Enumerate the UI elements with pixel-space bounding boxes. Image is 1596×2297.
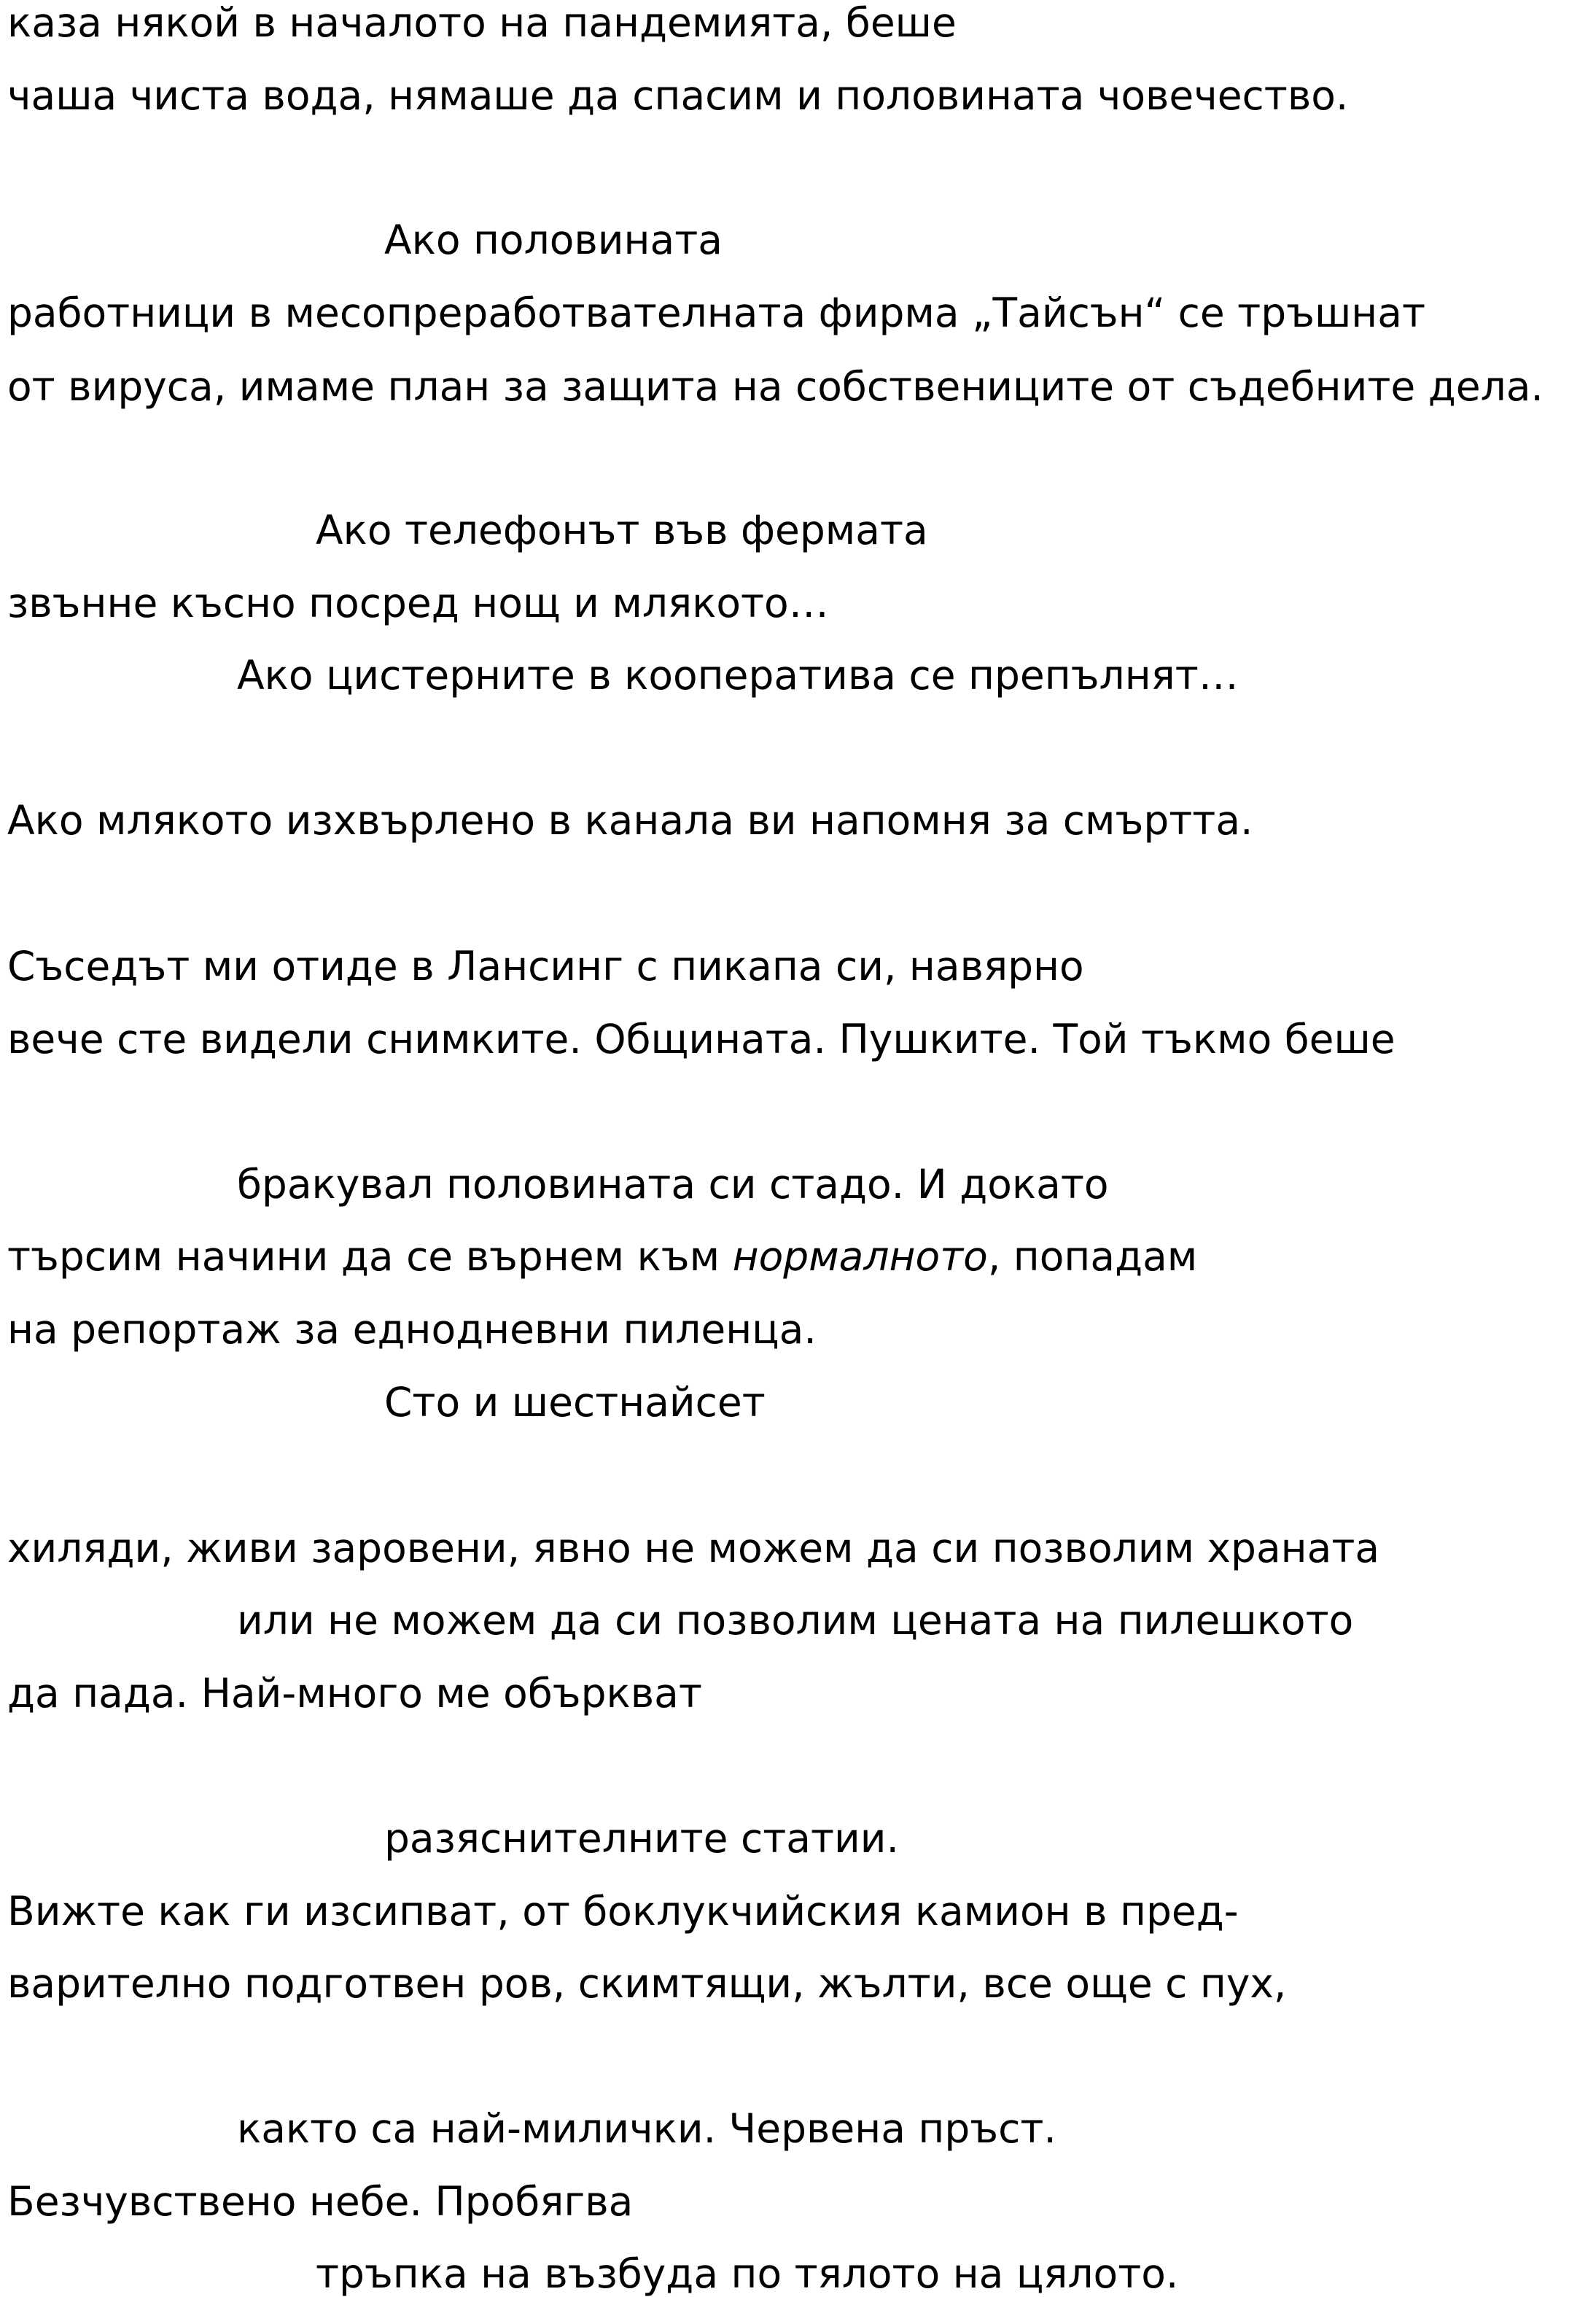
poem-line-21: варително подготвен ров, скимтящи, жълти, все още с пух,: [7, 1960, 1287, 2007]
poem-line-7: звънне късно посред нощ и млякото…: [7, 580, 829, 626]
poem-line-9: Ако млякото изхвърлено в канала ви напомня за смъртта.: [7, 797, 1253, 844]
poem-line-14: на репортаж за еднодневни пиленца.: [7, 1306, 817, 1353]
poem-line-15: Сто и шестнайсет: [384, 1379, 766, 1426]
poem-line-11: вече сте видели снимките. Общината. Пушките. Той тъкмо беше: [7, 1016, 1395, 1062]
poem-line-19: разяснителните статии.: [384, 1815, 899, 1862]
poem-line-4: работници в месопреработвателната фирма „Тайсън“ се тръшнат: [7, 289, 1426, 336]
poem-line-13-end: , попадам: [987, 1233, 1198, 1280]
poem-line-3: Ако половината: [384, 217, 723, 263]
poem-line-1: каза някой в началото на пандемията, беше: [7, 0, 957, 46]
poem-line-6: Ако телефонът във фермата: [316, 507, 928, 553]
poem-line-5: от вируса, имаме план за защита на собствениците от съдебните дела.: [7, 363, 1544, 410]
poem-line-13-start: търсим начини да се върнем към: [7, 1233, 733, 1280]
poem-line-20: Вижте как ги изсипват, от боклукчийския камион в пред-: [7, 1888, 1239, 1935]
poem-line-8: Ако цистерните в кооператива се препълнят…: [237, 652, 1239, 699]
poem-line-24: тръпка на възбуда по тялото на цялото.: [316, 2250, 1179, 2297]
poem-line-12: бракувал половината си стадо. И докато: [237, 1161, 1109, 1208]
poem-line-13: [7, 1233, 1198, 1280]
poem-line-18: да пада. Най-много ме объркват: [7, 1670, 702, 1717]
poem-line-2: чаша чиста вода, нямаше да спасим и половината човечество.: [7, 72, 1349, 119]
poem-line-22: както са най-милички. Червена пръст.: [237, 2105, 1056, 2152]
poem-line-16: хиляди, живи заровени, явно не можем да си позволим храната: [7, 1525, 1380, 1571]
poem-line-23: Безчувствено небе. Пробягва: [7, 2178, 634, 2225]
poem-line-13-emphasis: нормалното: [732, 1233, 988, 1280]
poem-line-17: или не можем да си позволим цената на пилешкото: [237, 1597, 1354, 1644]
poem-line-10: Съседът ми отиде в Лансинг с пикапа си, навярно: [7, 943, 1084, 990]
